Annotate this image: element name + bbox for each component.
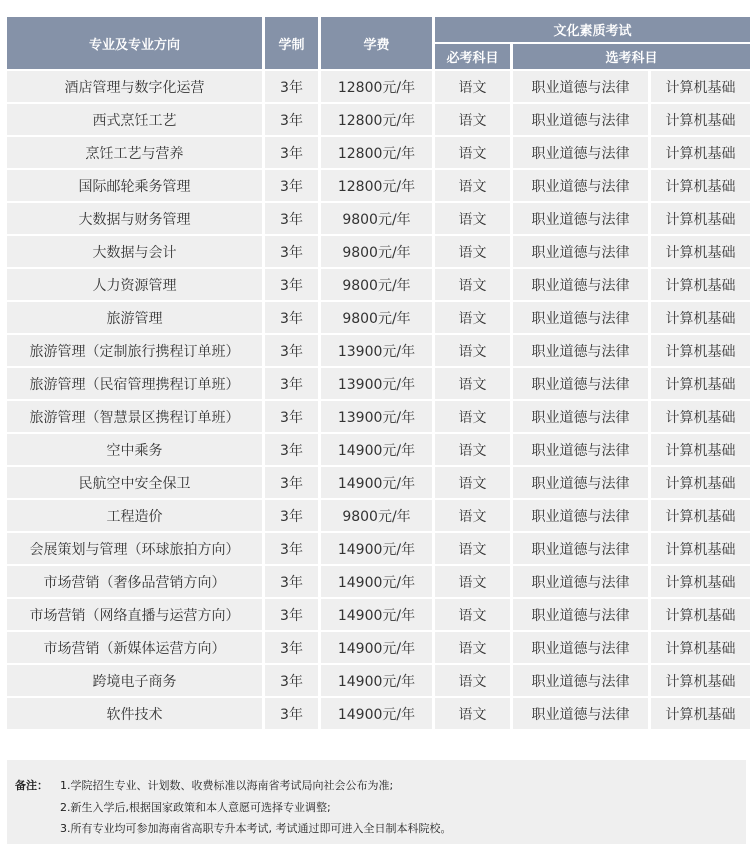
table-row <box>7 665 750 696</box>
cell-elective-2: 计算机基础 <box>651 434 750 465</box>
cell-elective-2: 计算机基础 <box>651 533 750 564</box>
cell-elective-1: 职业道德与法律 <box>513 203 648 234</box>
cell-required: 语文 <box>435 368 510 399</box>
table-row <box>7 434 750 465</box>
cell-major: 人力资源管理 <box>7 269 262 300</box>
cell-elective-1: 职业道德与法律 <box>513 137 648 168</box>
cell-required: 语文 <box>435 566 510 597</box>
cell-elective-2: 计算机基础 <box>651 698 750 729</box>
cell-duration: 3年 <box>265 71 318 102</box>
cell-duration: 3年 <box>265 203 318 234</box>
cell-major: 大数据与会计 <box>7 236 262 267</box>
header-duration: 学制 <box>265 17 318 69</box>
cell-required: 语文 <box>435 599 510 630</box>
table-row <box>7 269 750 300</box>
table-row <box>7 401 750 432</box>
cell-required: 语文 <box>435 269 510 300</box>
cell-tuition: 9800元/年 <box>321 500 432 531</box>
cell-elective-1: 职业道德与法律 <box>513 698 648 729</box>
cell-elective-2: 计算机基础 <box>651 467 750 498</box>
cell-elective-1: 职业道德与法律 <box>513 665 648 696</box>
cell-tuition: 14900元/年 <box>321 533 432 564</box>
cell-duration: 3年 <box>265 632 318 663</box>
cell-duration: 3年 <box>265 104 318 135</box>
note-line-2: 2.新生入学后,根据国家政策和本人意愿可选择专业调整; <box>60 801 331 814</box>
cell-major: 市场营销（网络直播与运营方向） <box>7 599 262 630</box>
cell-required: 语文 <box>435 170 510 201</box>
table-row <box>7 170 750 201</box>
cell-major: 旅游管理（定制旅行携程订单班） <box>7 335 262 366</box>
cell-elective-2: 计算机基础 <box>651 335 750 366</box>
cell-elective-1: 职业道德与法律 <box>513 632 648 663</box>
cell-duration: 3年 <box>265 170 318 201</box>
cell-tuition: 9800元/年 <box>321 269 432 300</box>
cell-major: 旅游管理（民宿管理携程订单班） <box>7 368 262 399</box>
cell-required: 语文 <box>435 203 510 234</box>
cell-duration: 3年 <box>265 335 318 366</box>
cell-required: 语文 <box>435 335 510 366</box>
cell-major: 烹饪工艺与营养 <box>7 137 262 168</box>
cell-tuition: 9800元/年 <box>321 203 432 234</box>
table-row <box>7 500 750 531</box>
cell-required: 语文 <box>435 533 510 564</box>
cell-major: 西式烹饪工艺 <box>7 104 262 135</box>
table-row <box>7 302 750 333</box>
cell-duration: 3年 <box>265 368 318 399</box>
cell-tuition: 13900元/年 <box>321 335 432 366</box>
cell-required: 语文 <box>435 137 510 168</box>
cell-elective-2: 计算机基础 <box>651 665 750 696</box>
cell-elective-1: 职业道德与法律 <box>513 269 648 300</box>
cell-major: 工程造价 <box>7 500 262 531</box>
cell-duration: 3年 <box>265 269 318 300</box>
notes-label: 备注： <box>15 779 48 792</box>
cell-elective-2: 计算机基础 <box>651 302 750 333</box>
cell-elective-1: 职业道德与法律 <box>513 467 648 498</box>
cell-elective-1: 职业道德与法律 <box>513 566 648 597</box>
cell-duration: 3年 <box>265 665 318 696</box>
cell-elective-1: 职业道德与法律 <box>513 434 648 465</box>
cell-required: 语文 <box>435 71 510 102</box>
header-required: 必考科目 <box>435 44 510 69</box>
cell-major: 空中乘务 <box>7 434 262 465</box>
table-body <box>7 71 750 729</box>
cell-elective-1: 职业道德与法律 <box>513 71 648 102</box>
cell-required: 语文 <box>435 698 510 729</box>
cell-elective-1: 职业道德与法律 <box>513 335 648 366</box>
cell-duration: 3年 <box>265 599 318 630</box>
cell-tuition: 12800元/年 <box>321 104 432 135</box>
cell-elective-2: 计算机基础 <box>651 632 750 663</box>
table-row <box>7 632 750 663</box>
cell-elective-2: 计算机基础 <box>651 137 750 168</box>
header-major: 专业及专业方向 <box>7 17 262 69</box>
cell-major: 旅游管理 <box>7 302 262 333</box>
cell-elective-1: 职业道德与法律 <box>513 368 648 399</box>
cell-duration: 3年 <box>265 467 318 498</box>
cell-tuition: 12800元/年 <box>321 170 432 201</box>
cell-elective-1: 职业道德与法律 <box>513 533 648 564</box>
cell-required: 语文 <box>435 302 510 333</box>
cell-tuition: 9800元/年 <box>321 236 432 267</box>
cell-duration: 3年 <box>265 500 318 531</box>
cell-required: 语文 <box>435 665 510 696</box>
cell-required: 语文 <box>435 632 510 663</box>
cell-major: 民航空中安全保卫 <box>7 467 262 498</box>
cell-tuition: 14900元/年 <box>321 698 432 729</box>
cell-tuition: 14900元/年 <box>321 467 432 498</box>
cell-tuition: 13900元/年 <box>321 368 432 399</box>
table-row <box>7 566 750 597</box>
cell-tuition: 13900元/年 <box>321 401 432 432</box>
cell-tuition: 14900元/年 <box>321 599 432 630</box>
cell-required: 语文 <box>435 434 510 465</box>
cell-elective-2: 计算机基础 <box>651 203 750 234</box>
cell-duration: 3年 <box>265 434 318 465</box>
header-exam-group: 文化素质考试 <box>435 17 750 42</box>
table-row <box>7 467 750 498</box>
note-line-3: 3.所有专业均可参加海南省高职专升本考试, 考试通过即可进入全日制本科院校。 <box>60 822 452 835</box>
cell-required: 语文 <box>435 236 510 267</box>
cell-major: 跨境电子商务 <box>7 665 262 696</box>
cell-required: 语文 <box>435 104 510 135</box>
cell-major: 会展策划与管理（环球旅拍方向） <box>7 533 262 564</box>
cell-elective-2: 计算机基础 <box>651 71 750 102</box>
cell-major: 市场营销（新媒体运营方向） <box>7 632 262 663</box>
cell-elective-2: 计算机基础 <box>651 500 750 531</box>
cell-elective-1: 职业道德与法律 <box>513 500 648 531</box>
cell-elective-2: 计算机基础 <box>651 368 750 399</box>
table-row <box>7 335 750 366</box>
cell-major: 软件技术 <box>7 698 262 729</box>
cell-elective-2: 计算机基础 <box>651 236 750 267</box>
cell-tuition: 14900元/年 <box>321 566 432 597</box>
cell-elective-2: 计算机基础 <box>651 104 750 135</box>
cell-duration: 3年 <box>265 302 318 333</box>
cell-duration: 3年 <box>265 401 318 432</box>
cell-duration: 3年 <box>265 533 318 564</box>
table-row <box>7 698 750 729</box>
table-row <box>7 599 750 630</box>
notes-box <box>7 760 746 844</box>
cell-elective-2: 计算机基础 <box>651 599 750 630</box>
table-row <box>7 368 750 399</box>
cell-major: 大数据与财务管理 <box>7 203 262 234</box>
admissions-table <box>4 15 753 731</box>
cell-duration: 3年 <box>265 137 318 168</box>
cell-elective-2: 计算机基础 <box>651 269 750 300</box>
cell-required: 语文 <box>435 467 510 498</box>
cell-elective-1: 职业道德与法律 <box>513 104 648 135</box>
cell-elective-1: 职业道德与法律 <box>513 302 648 333</box>
table-row <box>7 137 750 168</box>
table-row <box>7 203 750 234</box>
note-line-1: 1.学院招生专业、计划数、收费标准以海南省考试局向社会公布为准; <box>60 779 394 792</box>
cell-elective-1: 职业道德与法律 <box>513 236 648 267</box>
cell-duration: 3年 <box>265 698 318 729</box>
table-row <box>7 104 750 135</box>
cell-elective-2: 计算机基础 <box>651 566 750 597</box>
cell-required: 语文 <box>435 500 510 531</box>
table-row <box>7 533 750 564</box>
cell-tuition: 9800元/年 <box>321 302 432 333</box>
cell-tuition: 14900元/年 <box>321 665 432 696</box>
cell-duration: 3年 <box>265 566 318 597</box>
cell-tuition: 12800元/年 <box>321 71 432 102</box>
cell-elective-1: 职业道德与法律 <box>513 599 648 630</box>
cell-elective-2: 计算机基础 <box>651 401 750 432</box>
cell-elective-1: 职业道德与法律 <box>513 170 648 201</box>
cell-major: 国际邮轮乘务管理 <box>7 170 262 201</box>
cell-tuition: 14900元/年 <box>321 632 432 663</box>
cell-required: 语文 <box>435 401 510 432</box>
cell-duration: 3年 <box>265 236 318 267</box>
header-tuition: 学费 <box>321 17 432 69</box>
cell-tuition: 14900元/年 <box>321 434 432 465</box>
cell-major: 市场营销（奢侈品营销方向） <box>7 566 262 597</box>
table-row <box>7 71 750 102</box>
table-row <box>7 236 750 267</box>
header-elective: 选考科目 <box>513 44 750 69</box>
cell-tuition: 12800元/年 <box>321 137 432 168</box>
cell-elective-1: 职业道德与法律 <box>513 401 648 432</box>
cell-major: 旅游管理（智慧景区携程订单班） <box>7 401 262 432</box>
cell-major: 酒店管理与数字化运营 <box>7 71 262 102</box>
cell-elective-2: 计算机基础 <box>651 170 750 201</box>
